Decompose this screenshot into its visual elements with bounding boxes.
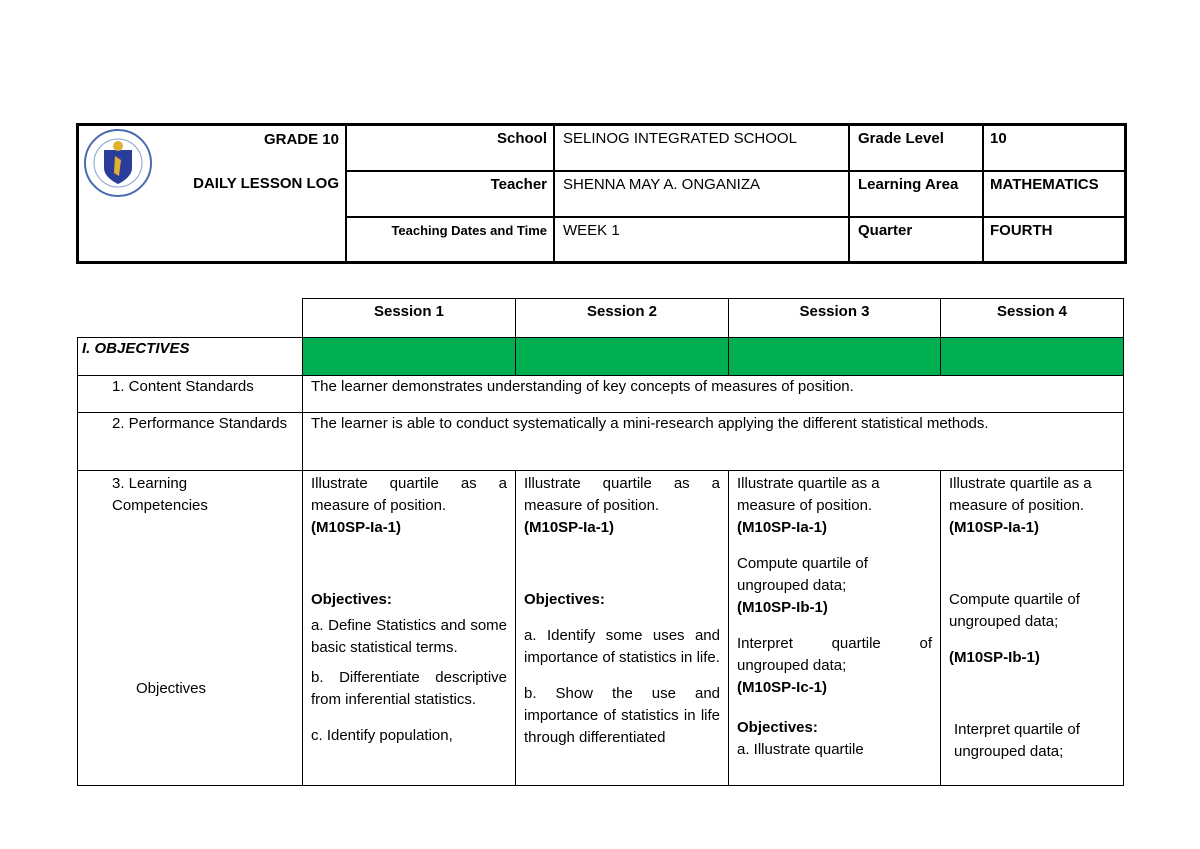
s1-objective-b: b. Differentiate descriptive from inferential statistics. [311, 669, 507, 708]
quarter-value: FOURTH [983, 217, 1125, 262]
s4-competency-2: Compute quartile of ungrouped data; [949, 591, 1080, 630]
session-4-competencies [940, 470, 1124, 786]
school-value: SELINOG INTEGRATED SCHOOL [554, 125, 849, 171]
teacher-label: Teacher [346, 171, 554, 217]
objectives-fill-3 [728, 337, 941, 376]
s3-objective-a: a. Illustrate quartile [737, 741, 864, 758]
s1-code: (M10SP-Ia-1) [311, 519, 402, 536]
session-1-header: Session 1 [302, 298, 516, 338]
s1-objective-a: a. Define Statistics and some basic statistical terms. [311, 617, 507, 656]
session-1-competencies [302, 470, 516, 786]
content-standards-value: The learner demonstrates understanding of key concepts of measures of position. [302, 375, 1124, 413]
session-2-competencies [515, 470, 729, 786]
learning-area-label: Learning Area [849, 171, 983, 217]
learning-competencies-label: 3. Learning Competencies [112, 475, 208, 514]
deped-seal-icon [81, 128, 155, 198]
objectives-fill-4 [940, 337, 1124, 376]
s3-competency: Illustrate quartile as a measure of position. [737, 475, 880, 514]
s3-objectives-heading: Objectives: [737, 719, 818, 736]
learning-area-value: MATHEMATICS [983, 171, 1125, 217]
s1-objectives-heading: Objectives: [311, 591, 392, 608]
objectives-label: Objectives [136, 680, 207, 697]
s1-competency: Illustrate quartile as a measure of position. [311, 475, 507, 514]
s1-objective-c: c. Identify population, [311, 727, 453, 744]
s2-code: (M10SP-Ia-1) [524, 519, 615, 536]
school-label: School [346, 125, 554, 171]
objectives-fill-1 [302, 337, 516, 376]
grade-label: GRADE 10 [263, 131, 339, 148]
s3-competency-2: Compute quartile of ungrouped data; [737, 555, 868, 594]
dates-value: WEEK 1 [554, 217, 849, 262]
s2-objectives-heading: Objectives: [524, 591, 605, 608]
objectives-heading: I. OBJECTIVES [77, 337, 303, 376]
title-cell [78, 125, 346, 262]
s2-objective-b: b. Show the use and importance of statistics in life through differentiated [524, 685, 720, 746]
s4-competency: Illustrate quartile as a measure of position. [949, 475, 1092, 514]
quarter-label: Quarter [849, 217, 983, 262]
grade-level-label: Grade Level [849, 125, 983, 171]
session-3-competencies [728, 470, 941, 786]
s3-code-2: (M10SP-Ib-1) [737, 599, 828, 616]
grade-level-value: 10 [983, 125, 1125, 171]
session-4-header: Session 4 [940, 298, 1124, 338]
s3-code: (M10SP-Ia-1) [737, 519, 828, 536]
session-2-header: Session 2 [515, 298, 729, 338]
s4-competency-3: Interpret quartile of ungrouped data; [954, 721, 1080, 760]
s4-code: (M10SP-Ia-1) [949, 519, 1040, 536]
s4-code-2: (M10SP-Ib-1) [949, 649, 1040, 666]
performance-standards-label: 2. Performance Standards [77, 412, 303, 471]
dates-label: Teaching Dates and Time [346, 217, 554, 262]
teacher-value: SHENNA MAY A. ONGANIZA [554, 171, 849, 217]
s2-competency: Illustrate quartile as a measure of position. [524, 475, 720, 514]
dll-title: DAILY LESSON LOG [193, 175, 339, 192]
s3-competency-3: Interpret quartile of ungrouped data; [737, 635, 932, 674]
content-standards-label: 1. Content Standards [77, 375, 303, 413]
s2-objective-a: a. Identify some uses and importance of statistics in life. [524, 627, 720, 666]
session-3-header: Session 3 [728, 298, 941, 338]
objectives-fill-2 [515, 337, 729, 376]
s3-code-3: (M10SP-Ic-1) [737, 679, 828, 696]
performance-standards-value: The learner is able to conduct systematically a mini-research applying the different statistical methods. [302, 412, 1124, 471]
learning-competencies-cell [77, 470, 303, 786]
